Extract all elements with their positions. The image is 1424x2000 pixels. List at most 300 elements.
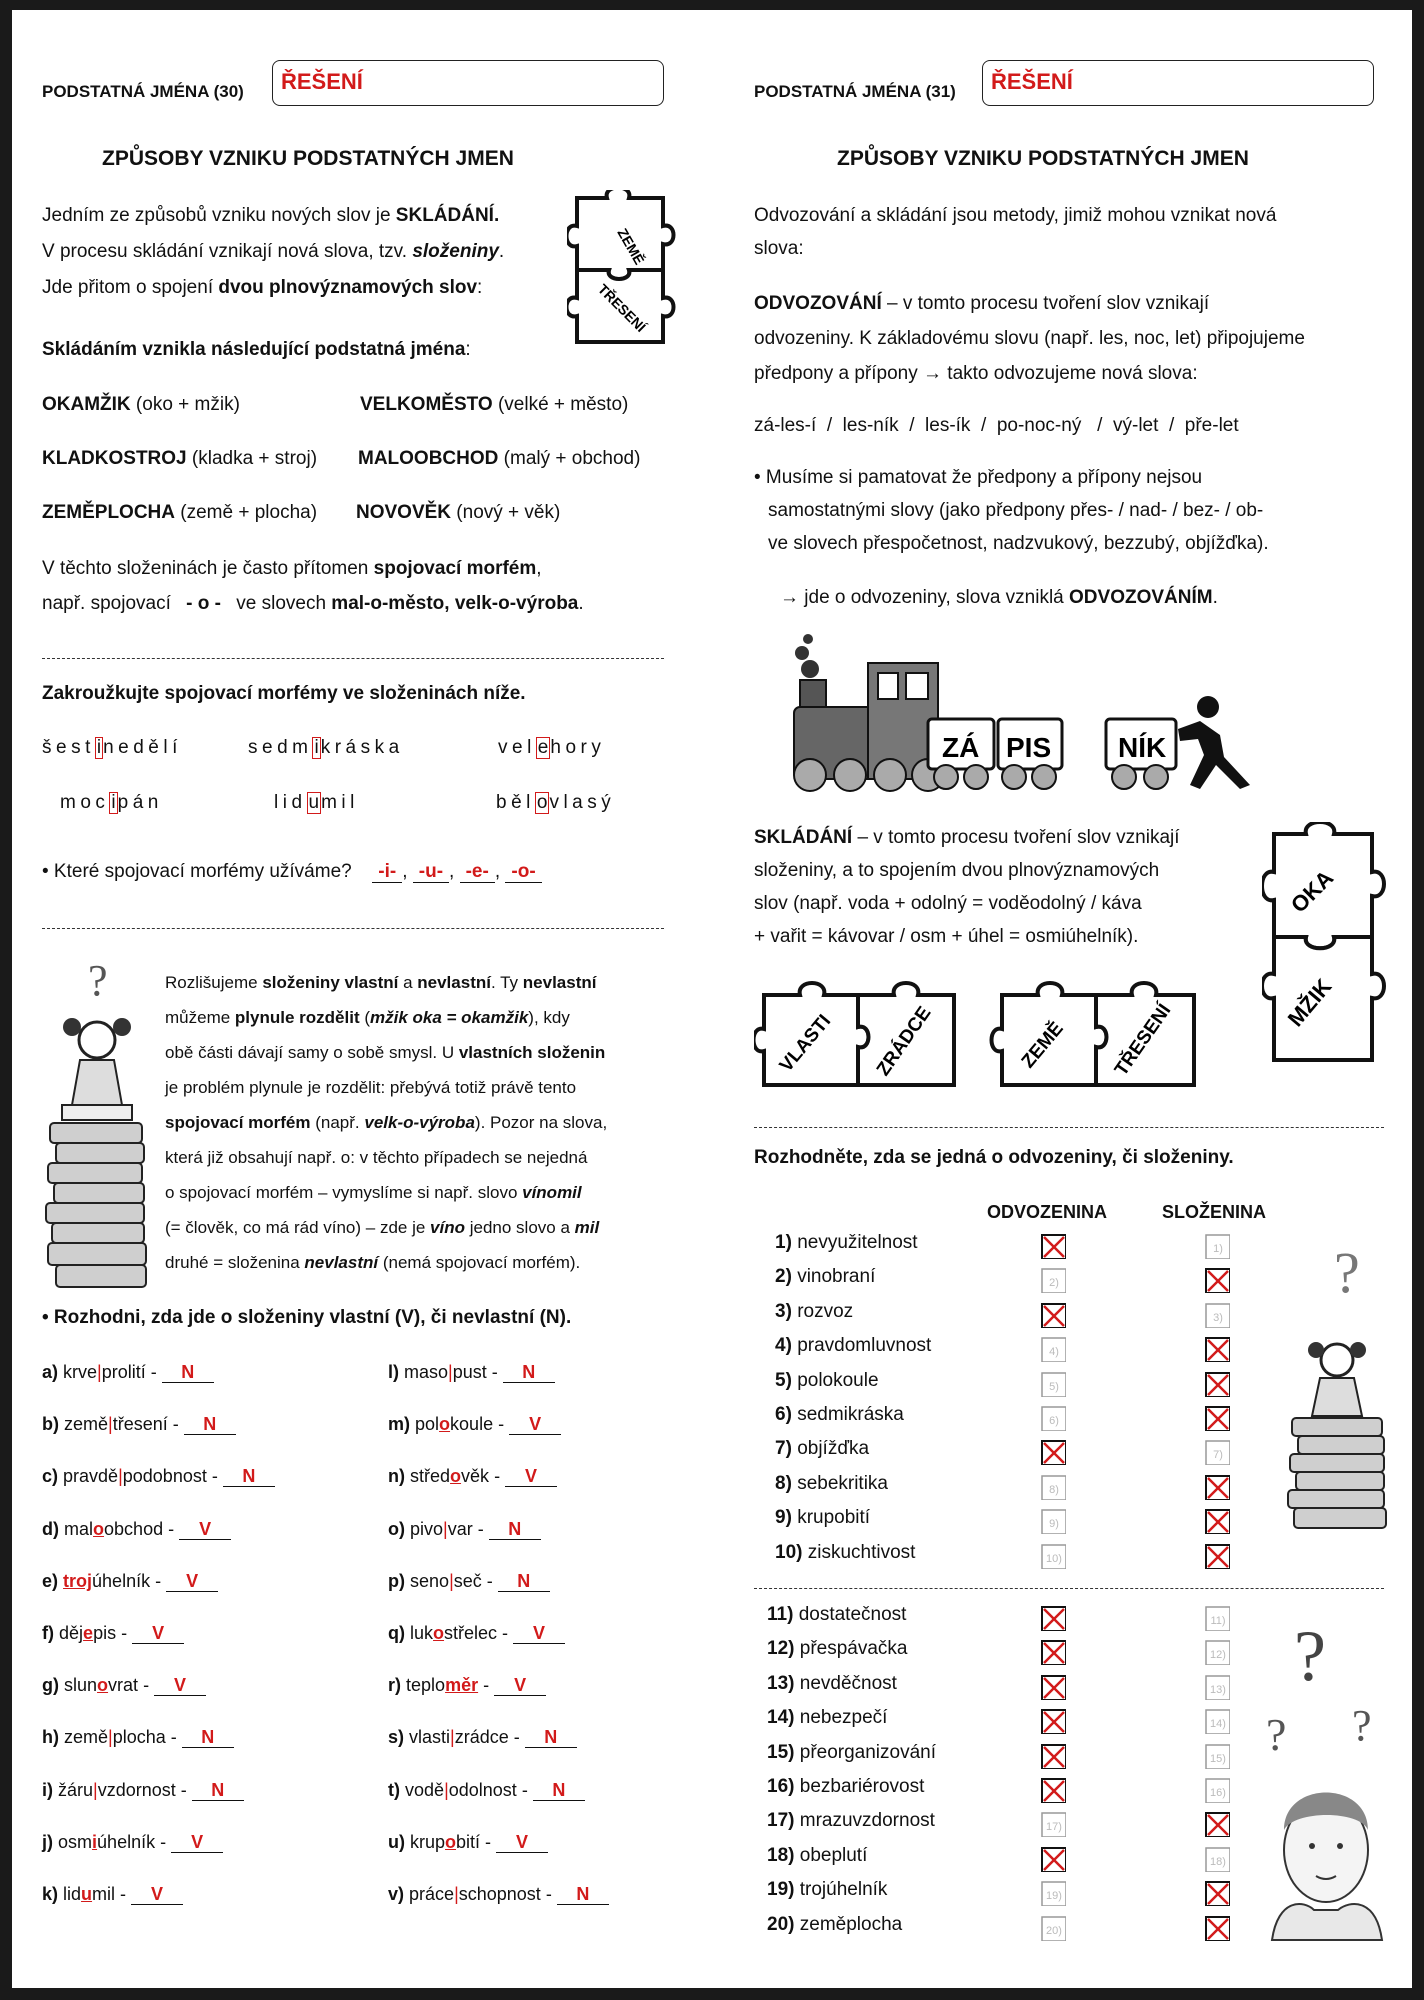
- circle-word: [274, 792, 359, 814]
- odvozovani-examples: zá-les-í / les-ník / les-ík / po-noc-ný / vý-let / pře-let: [754, 415, 1239, 436]
- exercise-item: h) země|plocha - N: [42, 1727, 234, 1748]
- word-part: vodě: [405, 1779, 445, 1800]
- word-part: koule: [450, 1414, 494, 1435]
- answer-blank[interactable]: N: [489, 1520, 541, 1540]
- odvozovani-line-1: ODVOZOVÁNÍ – v tomto procesu tvoření slov vznikají: [754, 293, 1210, 314]
- circle-word: [60, 792, 163, 814]
- checkbox-checked[interactable]: [1040, 1846, 1066, 1872]
- circled-morpheme: i: [96, 737, 102, 758]
- checkbox-empty[interactable]: [1204, 1846, 1230, 1872]
- checkbox-number: 16): [1210, 1787, 1226, 1799]
- puzzle-zeme-label-2: ZEMĚ: [1017, 1018, 1068, 1073]
- bold-italic-fragment: nevlastní: [304, 1253, 379, 1272]
- connecting-morpheme: o: [445, 1831, 457, 1852]
- checkbox-checked[interactable]: [1204, 1543, 1230, 1569]
- checkbox-number: 13): [1210, 1683, 1226, 1696]
- bold-fragment: vlastních složenin: [458, 1043, 606, 1062]
- checkbox-number: 3): [1213, 1311, 1223, 1324]
- checkbox-checked[interactable]: [1040, 1639, 1066, 1665]
- word-item: [775, 1473, 888, 1495]
- circled-morpheme: i: [314, 737, 319, 758]
- item-word: přespávačka: [799, 1638, 908, 1660]
- exercise-key: k): [42, 1884, 59, 1904]
- checkbox-checked[interactable]: [1204, 1915, 1230, 1941]
- item-word: sedmikráska: [797, 1404, 904, 1425]
- exercise-item: g) slunovrat - V: [42, 1675, 206, 1696]
- text-fragment: jedno slovo a: [465, 1218, 575, 1237]
- answer-blank[interactable]: N: [184, 1415, 236, 1435]
- word-part: úhelník: [92, 1570, 151, 1591]
- word-item: [767, 1604, 906, 1626]
- word-part: běl: [496, 792, 535, 813]
- exercise-item: l) maso|pust - N: [388, 1362, 555, 1383]
- exercise-item: c) pravdě|podobnost - N: [42, 1466, 275, 1487]
- text-fragment: . Ty: [490, 973, 523, 992]
- checkbox-empty[interactable]: [1040, 1267, 1066, 1293]
- text-fragment: druhé = složenina: [165, 1253, 305, 1272]
- exercise-key: o): [388, 1518, 405, 1539]
- word-part: krve: [63, 1362, 98, 1382]
- word-item: [767, 1673, 897, 1695]
- checkbox-checked[interactable]: [1040, 1605, 1066, 1631]
- separator: |: [118, 1466, 123, 1487]
- checkbox-empty[interactable]: [1204, 1302, 1230, 1328]
- exercise-item: f) dějepis - V: [42, 1623, 184, 1644]
- exercise-key: s): [388, 1727, 405, 1748]
- checkbox-empty[interactable]: [1204, 1777, 1230, 1803]
- exercise-key: q): [388, 1623, 405, 1643]
- connecting-morpheme: e: [83, 1623, 94, 1643]
- exercise-key: u): [388, 1831, 405, 1852]
- puzzle-zradce-label: ZRÁDCE: [872, 1002, 936, 1080]
- word-item: [775, 1335, 931, 1357]
- task-vlastni-nevlastni: • Rozhodni, zda jde o složeniny vlastní (V), či nevlastní (N).: [42, 1307, 572, 1328]
- separator: |: [454, 1884, 459, 1904]
- explanation-line: [165, 1000, 570, 1035]
- connecting-morpheme: troj: [63, 1570, 93, 1591]
- answer-blank[interactable]: V: [179, 1520, 231, 1540]
- checkbox-number: 1): [1213, 1243, 1223, 1255]
- train-car-za: ZÁ: [942, 732, 980, 763]
- right-solution-box: [982, 60, 1374, 106]
- checkbox-checked[interactable]: [1040, 1439, 1066, 1465]
- word-part: práce: [409, 1884, 455, 1904]
- exercise-key: d): [42, 1518, 59, 1539]
- exercise-key: j): [42, 1831, 53, 1852]
- word-part: vrat: [108, 1675, 139, 1696]
- item-word: krupobití: [797, 1507, 871, 1529]
- word-part: žáru: [58, 1779, 94, 1800]
- exercise-key: l): [388, 1362, 399, 1382]
- circled-morpheme: e: [537, 737, 549, 758]
- answer-blank[interactable]: V: [166, 1572, 218, 1592]
- checkbox-empty[interactable]: [1204, 1605, 1230, 1631]
- answer-blank[interactable]: V: [154, 1676, 206, 1696]
- separator: |: [449, 1570, 454, 1591]
- answer-blank[interactable]: V: [509, 1415, 561, 1435]
- task-circle-morphemes: Zakroužkujte spojovací morfémy ve složeninách níže.: [42, 683, 526, 704]
- answer-blank[interactable]: V: [171, 1833, 223, 1853]
- answer-blank[interactable]: N: [192, 1781, 244, 1801]
- explanation-line: [165, 965, 596, 1000]
- item-word: vinobraní: [797, 1266, 876, 1288]
- answer-morpheme: -o-: [505, 862, 541, 883]
- word-part: pravdě: [63, 1466, 119, 1487]
- word-item: [767, 1914, 902, 1936]
- checkbox-number: 15): [1210, 1752, 1226, 1765]
- word-part: země: [64, 1727, 109, 1748]
- word-part: vlasý: [549, 792, 616, 813]
- checkbox-checked[interactable]: [1204, 1405, 1230, 1431]
- checkbox-number: 9): [1049, 1518, 1059, 1531]
- checkbox-empty[interactable]: [1204, 1743, 1230, 1769]
- left-solution-box: [272, 60, 664, 106]
- exercise-key: m): [388, 1414, 410, 1435]
- answer-blank[interactable]: V: [494, 1676, 546, 1696]
- item-word: polokoule: [797, 1369, 879, 1391]
- word-part: země: [64, 1414, 109, 1435]
- word-part: lid: [274, 792, 307, 813]
- checkbox-checked[interactable]: [1204, 1508, 1230, 1534]
- word-part: sedm: [248, 737, 313, 758]
- divider: [754, 1588, 1384, 1589]
- checkbox-empty[interactable]: [1040, 1880, 1066, 1906]
- left-page-title: ZPŮSOBY VZNIKU PODSTATNÝCH JMEN: [102, 147, 514, 170]
- checkbox-checked[interactable]: [1204, 1267, 1230, 1293]
- word-part: mil: [92, 1884, 116, 1904]
- compound-zemeplocha: ZEMĚPLOCHA (země + plocha): [42, 502, 318, 523]
- connecting-morpheme: i: [92, 1831, 98, 1852]
- item-number: 6): [775, 1404, 792, 1425]
- note-line-3: ve slovech přespočetnost, nadzvukový, bezzubý, objížďka).: [768, 533, 1269, 554]
- column-header-odvozenina: ODVOZENINA: [987, 1202, 1108, 1222]
- cart-nik: NÍK: [1118, 732, 1167, 763]
- checkbox-checked[interactable]: [1204, 1811, 1230, 1837]
- item-word: ziskuchtivost: [807, 1541, 916, 1563]
- puzzle-treseni-label: TŘESENÍ: [594, 280, 650, 336]
- puzzle-zeme-label: ZEMĚ: [614, 225, 648, 268]
- circle-word: [42, 737, 182, 759]
- checkbox-number: 14): [1210, 1718, 1226, 1731]
- checkbox-empty[interactable]: [1040, 1508, 1066, 1534]
- checkbox-number: 12): [1210, 1649, 1226, 1662]
- item-word: trojúhelník: [799, 1879, 888, 1901]
- svg-text:?: ?: [1294, 1616, 1326, 1696]
- bold-italic-fragment: vínomil: [522, 1183, 582, 1202]
- checkbox-empty[interactable]: [1204, 1233, 1230, 1259]
- exercise-item: n) středověk - V: [388, 1466, 557, 1487]
- answer-blank[interactable]: V: [132, 1624, 184, 1644]
- word-part: prolití: [101, 1362, 146, 1382]
- divider: [754, 1127, 1384, 1128]
- checkbox-empty[interactable]: [1040, 1543, 1066, 1569]
- exercise-item: s) vlasti|zrádce - N: [388, 1727, 577, 1748]
- exercise-item: d) maloobchod - V: [42, 1519, 231, 1540]
- answer-blank[interactable]: N: [223, 1467, 275, 1487]
- skladani-line-4: + vařit = kávovar / osm + úhel = osmiúhelník).: [754, 926, 1139, 947]
- item-word: rozvoz: [797, 1300, 854, 1322]
- separator: |: [444, 1779, 449, 1800]
- text-fragment: o spojovací morfém – vymyslíme si např. slovo: [165, 1183, 523, 1202]
- circle-word: [496, 792, 615, 814]
- text-fragment: (= člověk, co má rád víno) – zde je: [165, 1218, 431, 1237]
- circled-morpheme: o: [536, 792, 548, 813]
- answer-morpheme: -u-: [413, 862, 449, 883]
- exercise-key: h): [42, 1727, 59, 1748]
- item-number: 11): [767, 1604, 794, 1625]
- exercise-item: p) seno|seč - N: [388, 1571, 550, 1592]
- exercise-item: r) teploměr - V: [388, 1675, 546, 1696]
- checkbox-number: 19): [1046, 1890, 1062, 1903]
- item-number: 18): [767, 1844, 795, 1866]
- word-item: [775, 1438, 869, 1460]
- connecting-morpheme: o: [450, 1466, 462, 1487]
- checkbox-empty[interactable]: [1040, 1336, 1066, 1362]
- bold-italic-fragment: mžik oka = okamžik: [370, 1008, 529, 1027]
- word-part: osm: [58, 1831, 93, 1852]
- word-part: vel: [498, 737, 536, 758]
- checkbox-number: 6): [1049, 1415, 1059, 1427]
- exercise-key: n): [388, 1466, 405, 1487]
- girl-reading-on-books-illustration: [42, 955, 162, 1295]
- word-item: [775, 1301, 853, 1323]
- item-word: mrazuvzdornost: [799, 1810, 935, 1832]
- answer-blank[interactable]: V: [131, 1885, 183, 1905]
- train-illustration: [780, 625, 1270, 795]
- separator: |: [108, 1414, 113, 1435]
- item-number: 5): [775, 1369, 792, 1391]
- exercise-item: a) krve|prolití - N: [42, 1362, 214, 1383]
- right-page-title: ZPŮSOBY VZNIKU PODSTATNÝCH JMEN: [837, 147, 1249, 170]
- bold-fragment: plynule rozdělit: [234, 1008, 360, 1027]
- word-item: [775, 1370, 879, 1392]
- checkbox-checked[interactable]: [1204, 1371, 1230, 1397]
- question-morphemes: • Které spojovací morfémy užíváme? -i- , -u- , -e- , -o-: [42, 856, 542, 888]
- left-intro-line-1: Jedním ze způsobů vzniku nových slov je SKLÁDÁNÍ.: [42, 205, 500, 226]
- checkbox-number: 20): [1046, 1924, 1062, 1937]
- checkbox-checked[interactable]: [1040, 1302, 1066, 1328]
- checkbox-empty[interactable]: [1204, 1708, 1230, 1734]
- note-line-2: samostatnými slovy (jako předpony přes- / nad- / bez- / ob-: [768, 500, 1264, 521]
- word-part: vlasti: [409, 1727, 451, 1748]
- exercise-item: b) země|třesení - N: [42, 1414, 236, 1435]
- word-part: kráska: [320, 737, 404, 758]
- compound-novovek: NOVOVĚK (nový + věk): [356, 502, 561, 523]
- puzzle-vlasti-zradce-zeme-treseni-graphic: [754, 965, 1234, 1105]
- bold-italic-fragment: víno: [430, 1218, 465, 1237]
- circled-morpheme: u: [308, 792, 320, 813]
- checkbox-checked[interactable]: [1204, 1474, 1230, 1500]
- text-fragment: ). Pozor na slova,: [474, 1113, 608, 1132]
- word-part: teplo: [406, 1675, 446, 1696]
- compound-maloobchod: MALOOBCHOD (malý + obchod): [358, 448, 641, 469]
- word-part: úhelník: [97, 1831, 156, 1852]
- girl-on-books-illustration: [1282, 1242, 1392, 1562]
- word-item: [775, 1507, 870, 1529]
- answer-blank[interactable]: N: [557, 1885, 609, 1905]
- separator: |: [450, 1727, 455, 1748]
- exercise-item: m) polokoule - V: [388, 1414, 561, 1435]
- exercise-key: e): [42, 1570, 59, 1591]
- exercise-key: r): [388, 1675, 401, 1696]
- word-part: mal: [64, 1518, 94, 1539]
- word-part: pivo: [410, 1518, 444, 1539]
- word-item: [767, 1638, 907, 1660]
- word-part: maso: [404, 1362, 449, 1382]
- checkbox-number: 10): [1046, 1552, 1062, 1565]
- item-word: pravdomluvnost: [797, 1335, 932, 1357]
- exercise-item: o) pivo|var - N: [388, 1519, 541, 1540]
- checkbox-empty[interactable]: [1204, 1674, 1230, 1700]
- checkbox-checked[interactable]: [1040, 1674, 1066, 1700]
- word-item: [775, 1404, 904, 1426]
- exercise-item: j) osmiúhelník - V: [42, 1832, 223, 1853]
- word-item: [767, 1810, 935, 1832]
- word-part: moc: [60, 792, 110, 813]
- morfem-line-1: V těchto složeninách je často přítomen spojovací morfém,: [42, 558, 542, 579]
- word-part: var: [447, 1518, 473, 1539]
- task-odv-skl: Rozhodněte, zda se jedná o odvozeniny, či složeniny.: [754, 1147, 1234, 1168]
- word-part: seno: [410, 1570, 450, 1591]
- left-intro-line-3: Jde přitom o spojení dvou plnovýznamových slov:: [42, 277, 483, 298]
- word-item: [775, 1542, 915, 1564]
- compound-okamzik: OKAMŽIK (oko + mžik): [42, 394, 240, 415]
- word-item: [767, 1776, 924, 1798]
- item-number: 7): [775, 1438, 792, 1460]
- item-number: 3): [775, 1300, 792, 1322]
- exercise-key: t): [388, 1779, 400, 1800]
- item-number: 13): [767, 1672, 795, 1694]
- text-fragment: Rozlišujeme: [165, 973, 263, 992]
- skladani-line-3: slov (např. voda + odolný = voděodolný / káva: [754, 893, 1142, 914]
- checkbox-checked[interactable]: [1040, 1233, 1066, 1259]
- explanation-line: [165, 1210, 599, 1245]
- right-solution-label: ŘEŠENÍ: [991, 69, 1073, 94]
- word-part: pust: [452, 1362, 487, 1382]
- text-fragment: která již obsahují např. o: v těchto případech se nejedná: [165, 1148, 588, 1167]
- item-number: 4): [775, 1335, 792, 1357]
- exercise-item: e) trojúhelník - V: [42, 1571, 218, 1592]
- divider: [42, 928, 664, 929]
- item-number: 20): [767, 1913, 795, 1935]
- checkbox-checked[interactable]: [1040, 1743, 1066, 1769]
- answer-blank[interactable]: N: [498, 1572, 550, 1592]
- explanation-line: [165, 1140, 587, 1175]
- exercise-item: i) žáru|vzdornost - N: [42, 1780, 244, 1801]
- answer-blank[interactable]: N: [503, 1363, 555, 1383]
- checkbox-number: 11): [1210, 1615, 1226, 1627]
- separator: |: [108, 1727, 113, 1748]
- svg-text:?: ?: [1334, 1242, 1360, 1305]
- checkbox-number: 8): [1049, 1483, 1059, 1496]
- worksheet-page: [12, 10, 1412, 1988]
- checkbox-empty[interactable]: [1040, 1371, 1066, 1397]
- separator: |: [97, 1362, 102, 1382]
- word-part: slun: [64, 1675, 98, 1696]
- item-word: obeplutí: [799, 1844, 868, 1866]
- answer-blank[interactable]: N: [525, 1728, 577, 1748]
- word-part: podobnost: [122, 1466, 207, 1487]
- connecting-morpheme: o: [439, 1414, 451, 1435]
- checkbox-empty[interactable]: [1040, 1811, 1066, 1837]
- puzzle-treseni-label-2: TŘESENÍ: [1110, 1000, 1176, 1080]
- connecting-morpheme: o: [93, 1518, 105, 1539]
- explanation-line: [165, 1105, 607, 1140]
- checkbox-empty[interactable]: [1204, 1439, 1230, 1465]
- checkbox-number: 18): [1210, 1855, 1226, 1868]
- answer-morpheme: -i-: [372, 862, 402, 883]
- left-solution-label: ŘEŠENÍ: [281, 69, 363, 94]
- item-number: 14): [767, 1707, 795, 1729]
- item-number: 1): [775, 1232, 792, 1253]
- puzzle-oka-label: OKA: [1285, 865, 1339, 918]
- exercise-item: t) vodě|odolnost - N: [388, 1780, 585, 1801]
- right-intro-line-1: Odvozování a skládání jsou metody, jimiž mohou vznikat nová: [754, 205, 1277, 226]
- puzzle-zeme-treseni-graphic: [567, 190, 677, 350]
- exercise-item: q) lukostřelec - V: [388, 1623, 565, 1644]
- checkbox-checked[interactable]: [1040, 1708, 1066, 1734]
- item-word: bezbariérovost: [799, 1776, 925, 1797]
- checkbox-checked[interactable]: [1204, 1880, 1230, 1906]
- word-part: šest: [42, 737, 95, 758]
- note-line-1: • Musíme si pamatovat že předpony a přípony nejsou: [754, 467, 1203, 488]
- circled-morpheme: i: [111, 792, 116, 813]
- exercise-key: v): [388, 1884, 405, 1904]
- checkbox-empty[interactable]: [1040, 1915, 1066, 1941]
- answer-blank[interactable]: V: [496, 1833, 548, 1853]
- word-part: zrádce: [454, 1727, 509, 1748]
- left-intro-line-2: V procesu skládání vznikají nová slova, tzv. složeniny.: [42, 241, 505, 262]
- text-fragment: a: [398, 973, 418, 992]
- checkbox-number: 4): [1049, 1346, 1059, 1359]
- column-header-slozenina: SLOŽENINA: [1162, 1202, 1267, 1222]
- bold-italic-fragment: mil: [574, 1218, 600, 1237]
- checkbox-empty[interactable]: [1040, 1405, 1066, 1431]
- svg-text:?: ?: [88, 956, 108, 1005]
- circle-word: [498, 737, 605, 759]
- thinking-girl-illustration: [1264, 1610, 1394, 1950]
- exercise-item: u) krupobití - V: [388, 1832, 548, 1853]
- checkbox-checked[interactable]: [1204, 1336, 1230, 1362]
- checkbox-checked[interactable]: [1040, 1777, 1066, 1803]
- left-page-header: PODSTATNÁ JMÉNA (30): [42, 82, 244, 101]
- word-part: odolnost: [448, 1779, 517, 1800]
- word-part: krup: [410, 1831, 446, 1852]
- odvozovani-line-2: odvozeniny. K základovému slovu (např. les, noc, let) připojujeme: [754, 328, 1305, 349]
- compound-kladkostroj: KLADKOSTROJ (kladka + stroj): [42, 448, 318, 469]
- text-fragment: obě části dávají samy o sobě smysl. U: [165, 1043, 459, 1062]
- answer-blank[interactable]: V: [505, 1467, 557, 1487]
- train-car-pis: PIS: [1006, 732, 1052, 763]
- exercise-item: v) práce|schopnost - N: [388, 1884, 609, 1905]
- answer-blank[interactable]: N: [533, 1781, 585, 1801]
- item-number: 10): [775, 1541, 803, 1563]
- answer-blank[interactable]: N: [182, 1728, 234, 1748]
- skladani-line-2: složeniny, a to spojením dvou plnovýznamových: [754, 860, 1160, 881]
- checkbox-empty[interactable]: [1204, 1639, 1230, 1665]
- exercise-key: i): [42, 1779, 53, 1800]
- word-item: [775, 1266, 875, 1288]
- item-word: přeorganizování: [799, 1741, 937, 1763]
- checkbox-number: 17): [1046, 1821, 1062, 1834]
- right-page-header: PODSTATNÁ JMÉNA (31): [754, 82, 956, 101]
- answer-blank[interactable]: N: [162, 1363, 214, 1383]
- word-part: seč: [453, 1570, 482, 1591]
- answer-blank[interactable]: V: [513, 1624, 565, 1644]
- checkbox-empty[interactable]: [1040, 1474, 1066, 1500]
- word-part: děj: [59, 1623, 84, 1643]
- puzzle-vlasti-label: VLASTI: [775, 1010, 836, 1077]
